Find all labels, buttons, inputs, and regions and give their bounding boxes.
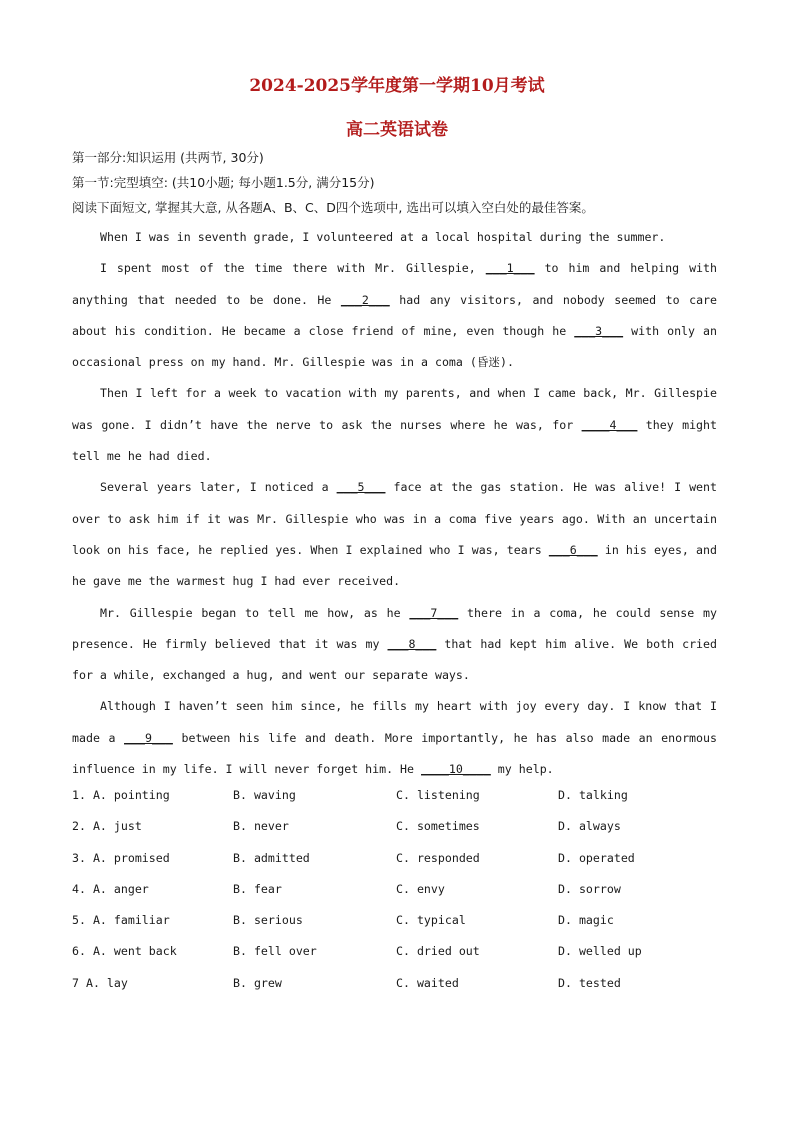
cloze-passage (72, 222, 717, 785)
option-d: D. operated (558, 850, 635, 865)
blank-10: ____10____ (421, 762, 491, 777)
text: there in a coma, he could sense my presence. He firmly believed that it was my (72, 605, 717, 651)
option-d: D. talking (558, 788, 628, 802)
option-b: B. grew (233, 975, 282, 990)
option-a: 4. A. anger (72, 881, 149, 896)
option-c: C. waited (396, 975, 459, 990)
text: Although I haven’t seen him since, he fills my heart with joy every day. I know that I made a (72, 699, 717, 745)
text: Then I left for a week to vacation with my parents, and when I came back, Mr. Gillespie was gone. I didn’t have the nerve to ask the nurses where he was, for (72, 386, 717, 432)
option-d: D. sorrow (558, 881, 621, 896)
option-row (72, 936, 732, 967)
answer-options (72, 780, 732, 999)
blank-8: ___8___ (387, 636, 437, 651)
option-row (72, 780, 732, 811)
option-c: C. typical (396, 913, 466, 928)
text: face at the gas station. He was alive! I went over to ask him if it was Mr. Gillespie who was in a coma five years ago. With an uncertain look on his face, he replied yes. When I explained who I was, tears (72, 480, 717, 557)
option-a: 2. A. just (72, 819, 142, 834)
option-b: B. never (233, 819, 289, 834)
exam-title: 2024-2025学年度第一学期10月考试 (249, 76, 545, 96)
instruction-text: 阅读下面短文, 掌握其大意, 从各题A、B、C、D四个选项中, 选出可以填入空白处的最佳答案。 (72, 200, 594, 215)
blank-7: ___7___ (409, 605, 459, 620)
option-c: C. dried out (396, 944, 480, 959)
option-row (72, 905, 732, 936)
option-a: 5. A. familiar (72, 913, 170, 928)
section-heading: 第一节:完型填空: (共10小题; 每小题1.5分, 满分15分) (72, 175, 375, 190)
blank-2: ___2___ (340, 292, 390, 307)
blank-1: ___1___ (485, 261, 535, 276)
option-a: 6. A. went back (72, 944, 177, 959)
paragraph-5 (72, 598, 717, 692)
text: between his life and death. More importantly, he has also made an enormous influence in my life. I will never forget him. He (72, 730, 717, 777)
paragraph-1: When I was in seventh grade, I volunteered at a local hospital during the summer. (100, 230, 666, 244)
option-d: D. tested (558, 975, 621, 990)
text: in his eyes, and he gave me the warmest hug I had ever received. (72, 542, 717, 589)
option-d: D. always (558, 819, 621, 834)
option-b: B. serious (233, 913, 303, 928)
text: Several years later, I noticed a (100, 480, 337, 495)
text: Mr. Gillespie began to tell me how, as he (100, 605, 410, 620)
text: that had kept him alive. We both cried for a while, exchanged a hug, and went our separate ways. (72, 636, 717, 683)
option-b: B. waving (233, 788, 296, 802)
option-b: B. fear (233, 881, 282, 896)
text: I spent most of the time there with Mr. Gillespie, (100, 261, 486, 276)
option-d: D. welled up (558, 944, 642, 959)
option-a: 3. A. promised (72, 850, 170, 865)
text: to him and helping with anything that needed to be done. He (72, 261, 717, 307)
paragraph-4 (72, 472, 717, 597)
blank-5: ___5___ (336, 480, 386, 495)
paragraph-2 (72, 253, 717, 378)
option-b: B. admitted (233, 850, 310, 865)
option-a: 7 A. lay (72, 975, 128, 990)
option-c: C. sometimes (396, 819, 480, 834)
text: they might tell me he had died. (72, 417, 717, 464)
text: had any visitors, and nobody seemed to care about his condition. He became a close friend of mine, even though he (72, 292, 718, 338)
option-a: 1. A. pointing (72, 788, 170, 802)
blank-4: ____4___ (581, 417, 638, 432)
exam-subtitle: 高二英语试卷 (346, 120, 448, 140)
blank-6: ___6___ (548, 542, 598, 557)
paragraph-6 (72, 691, 717, 785)
part-heading: 第一部分:知识运用 (共两节, 30分) (72, 150, 264, 165)
text: my help. (490, 762, 554, 777)
option-b: B. fell over (233, 944, 317, 959)
blank-3: ___3___ (574, 323, 624, 338)
option-row (72, 811, 732, 842)
text: with only an occasional press on my hand. Mr. Gillespie was in a coma (昏迷). (72, 323, 717, 370)
paragraph-3 (72, 378, 717, 472)
option-row (72, 968, 732, 999)
option-row (72, 843, 732, 874)
option-row (72, 874, 732, 905)
blank-9: ___9___ (124, 730, 173, 745)
option-c: C. envy (396, 881, 445, 896)
option-c: C. responded (396, 850, 480, 865)
option-c: C. listening (396, 788, 480, 802)
option-d: D. magic (558, 913, 614, 928)
